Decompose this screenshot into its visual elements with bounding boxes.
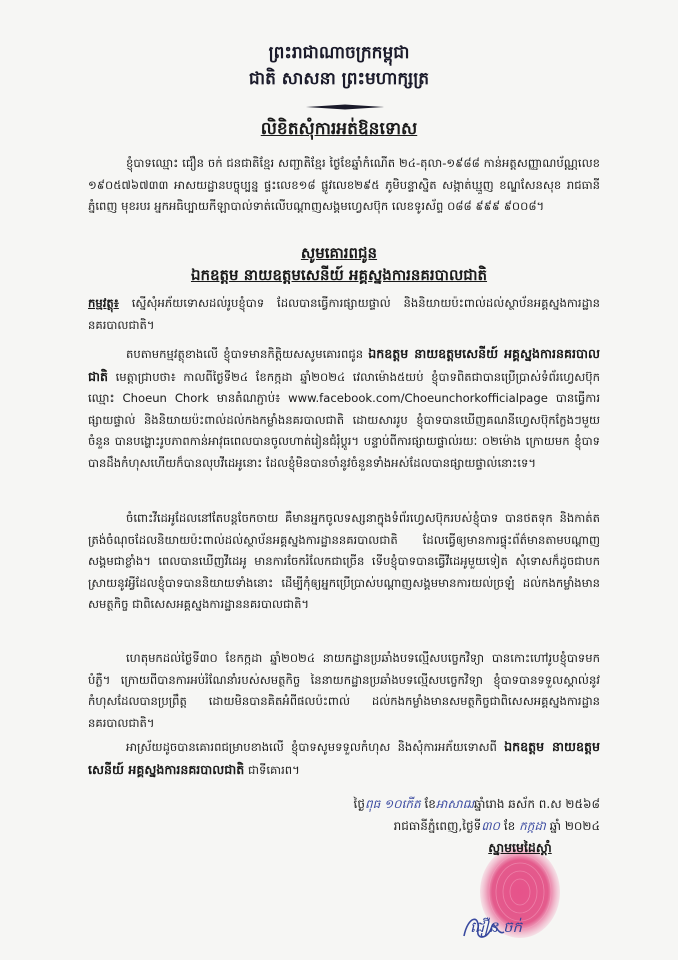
body-paragraph-4 [88, 736, 600, 781]
signature-handwritten: ជឿន ចក់ [470, 918, 523, 936]
p2-end: មេត្តាជ្រាបថា៖ កាលពីថ្ងៃទី២៤ ខែកក្កដា ឆ្នាំ២០២៤ វេលាម៉ោង៥យប់ ខ្ញុំបាទពិតជាបានប្រើប្រាស់ទំព័រហ្វេសប៊ុកឈ្មោះ Choeun Chork មានតំណភ្ជាប់៖ www.facebook.com/Choeunchorkofficialpage បានធ្វើការផ្សាយផ្ទាល់ និងនិយាយប៉ះពាល់ដល់កងកម្លាំងនគរបាលជាតិ ដោយសាររូប ខ្ញុំបាទបានឃើញគណនីហ្វេសប៊ុកក្លែងៗមួយចំនួន បានបង្ហោះរូបភាពកាន់អាវុធពេលបានចូលហាត់រៀនជំរុំប្ដូរ។ បន្ទាប់ពីការផ្សាយផ្ទាល់រយៈ ០២ម៉ោង ក្រោយមក ខ្ញុំបាទបានដឹងកំហុសហើយក៏បានលុបវីដេអូនោះ ដែលខ្ញុំមិនបានចាំនូវចំនួនទាំងអស់ដែលបានផ្សាយផ្ទាល់នោះទេ។ [88, 369, 600, 470]
solar-date-line [270, 816, 600, 836]
lunar-day-hand: ពុធ ១០កើត [364, 797, 421, 811]
body-paragraph-2: ចំពោះវីដេអូដែលនៅតែបន្តចែកចាយ គឺមានអ្នកចូលទស្សនាក្នុងទំព័រហ្វេសប៊ុករបស់ខ្ញុំបាទ បានថតទុក និងកាត់ត ត្រង់ចំណុចដែលនិយាយប៉ះពាល់ដល់ស្ថាប័នអគ្គស្នងការដ្ឋាននគរបាលជាតិ ដែលធ្វើឲ្យមានការផ្ទុះព័ត៌មានតាមបណ្ដាញសង្គមជាខ្លាំង។ ពេលបានឃើញវីដេអូ មានការចែករំលែកជាច្រើន ទើបខ្ញុំបាទបានធ្វើវីដេអូមួយទៀត សុំទោសក៏ដូចជាបកស្រាយនូវអ្វីដែលខ្ញុំបាទបាននិយាយទាំងនោះ ដើម្បីកុំឲ្យអ្នកប្រើប្រាស់បណ្ដាញសង្គមមានការយល់ច្រឡំ ដល់កងកម្លាំងមានសមត្ថកិច្ច ជាពិសេសអគ្គស្នងការដ្ឋាននគរបាលជាតិ។ [88, 511, 600, 611]
lunar-suffix: ឆ្នាំរោង ឆស័ក ព.ស ២៥៦៨ [474, 797, 600, 811]
recipient-title: ឯកឧត្តម នាយឧត្តមសេនីយ៍ អគ្គស្នងការនគរបាលជាតិ [190, 266, 488, 284]
lunar-month-hand: អាសាឍ [435, 797, 474, 811]
p5-end: ជាទីគោរព។ [244, 762, 300, 777]
kingdom-heading: ព្រះរាជាណាចក្រកម្ពុជា [268, 43, 410, 63]
p5-recipient: ឯកឧត្តម នាយឧត្តមសេនីយ៍ អគ្គស្នងការនគរបាលជាតិ [88, 739, 600, 777]
letter-title: លិខិតសុំការអត់ឱនទោស [260, 119, 418, 139]
solar-suffix: ឆ្នាំ ២០២៤ [549, 819, 600, 833]
subject-label: កម្មវត្ថុ៖ [88, 296, 119, 310]
body-paragraph-3: ហេតុមកដល់ថ្ងៃទី៣០ ខែកក្កដា ឆ្នាំ២០២៤ នាយកដ្ឋានប្រឆាំងបទល្មើសបច្ចេកវិទ្យា បានកោះហៅរូបខ្ញុំបាទមកបំភ្លឺ។ ក្រោយពីបានការអប់រំណែនាំរបស់សមត្ថកិច្ច នៃនាយកដ្ឋានប្រឆាំងបទល្មើសបច្ចេកវិទ្យា ខ្ញុំបាទបានទទួលស្គាល់នូវកំហុសដែលបានប្រព្រឹត្ត ដោយមិនបានគិតអំពីផលប៉ះពាល់ ដល់កងកម្លាំងមានសមត្ថកិច្ចជាពិសេសអគ្គស្នងការដ្ឋាននគរបាលជាតិ។ [88, 651, 600, 730]
solar-month-hand: កក្កដា [519, 819, 546, 833]
solar-day-hand: ៣០ [481, 819, 500, 833]
body-paragraph-1 [88, 343, 600, 474]
subject-text: ស្នើសុំអភ័យទោសដល់រូបខ្ញុំបាទ ដែលបានធ្វើការផ្សាយផ្ទាល់ និងនិយាយប៉ះពាល់ដល់ស្ថាប័នអគ្គស្នងការដ្ឋាននគរបាលជាតិ។ [88, 296, 600, 332]
solar-prefix: រាជធានីភ្នំពេញ,ថ្ងៃទី [393, 819, 482, 833]
lunar-prefix: ថ្ងៃ [353, 797, 365, 811]
lunar-month-label: ខែ [424, 797, 436, 811]
p5-start: អាស្រ័យដូចបានគោរពជម្រាបខាងលើ ខ្ញុំបាទសូមទទួលកំហុស និងសុំការអភ័យទោសពី [126, 740, 505, 754]
lunar-date-line [270, 794, 600, 814]
p2-start: តបតាមកម្មវត្ថុខាងលើ ខ្ញុំបាទមានកិត្តិយសសូមគោរពជូន [126, 347, 369, 361]
subject-line [88, 293, 600, 336]
salutation: សូមគោរពជូន [300, 244, 378, 262]
solar-month-label: ខែ [503, 819, 516, 833]
motto-heading: ជាតិ សាសនា ព្រះមហាក្សត្រ [248, 69, 430, 89]
intro-paragraph: ខ្ញុំបាទឈ្មោះ ជឿន ចក់ ជនជាតិខ្មែរ សញ្ជាតិខ្មែរ ថ្ងៃខែឆ្នាំកំណើត ២៤-តុលា-១៩៨៨ កាន់អត្តសញ្ញាណប័ណ្ណលេខ ១៩០៥៧៦៧៣៣ អាសយដ្ឋានបច្ចុប្បន្ន ផ្ទះលេខ១៨ ផ្លូវលេខ២៩៥ ភូមិបន្ទាស្និត សង្កាត់ឃ្មួញ ខណ្ឌសែនសុខ រាជធានីភ្នំពេញ មុខរបរ អ្នកអធិប្បាយកីឡាបាល់ទាត់លើបណ្តាញសង្គមហ្វេសប៊ុក លេខទូរស័ព្ទ ០៨៨ ៩៩៩ ៩០០៨។ [88, 156, 600, 213]
ornament-divider [306, 104, 384, 110]
p2-recipient: ឯកឧត្តម នាយឧត្តមសេនីយ៍ អគ្គស្នងការនគរបាលជាតិ [88, 346, 600, 384]
thumbprint-caption: ស្នាមមេដៃស្ដាំ [488, 840, 552, 855]
